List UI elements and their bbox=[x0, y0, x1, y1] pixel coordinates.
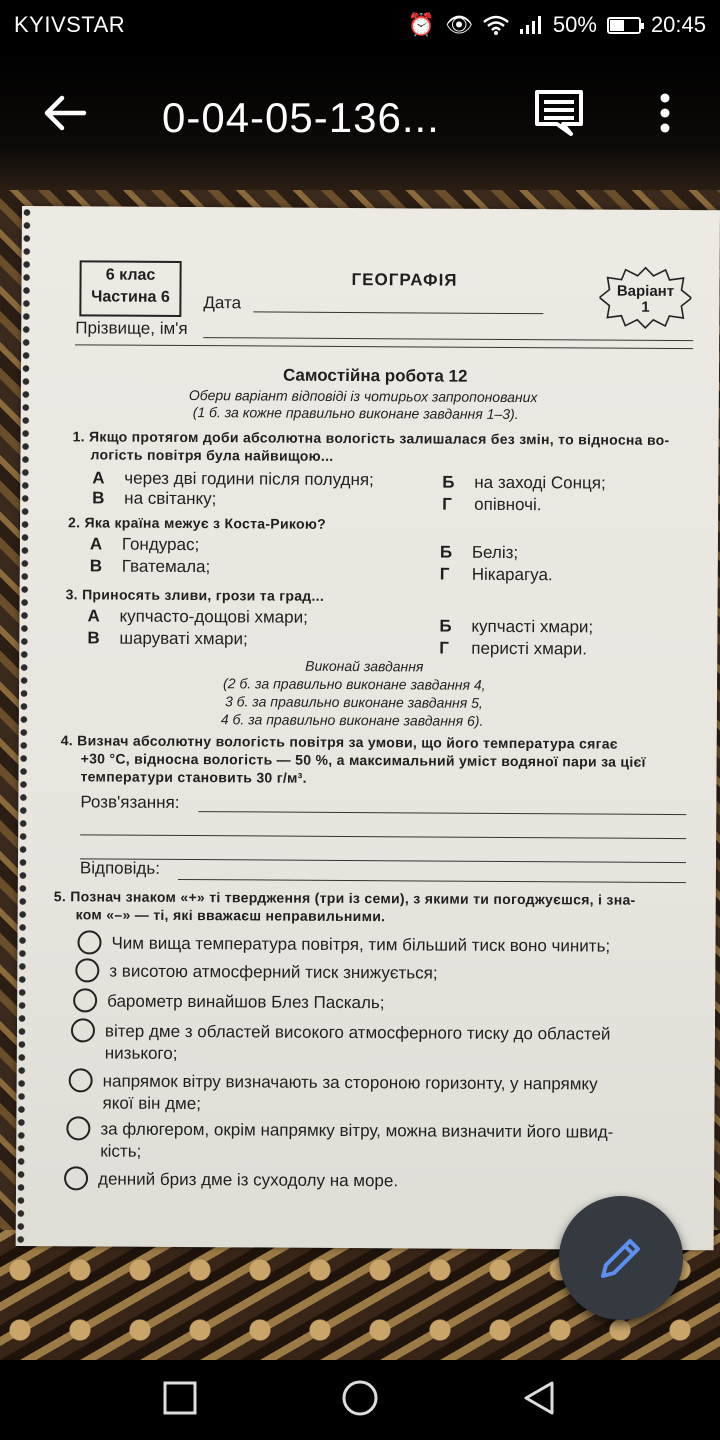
q1-option-v: В на світанку; bbox=[92, 488, 217, 509]
question-1-line-1: 1. Якщо протягом доби абсолютна вологість залишалася без змін, то відносна во- bbox=[72, 428, 670, 448]
solution-label: Розв'язання: bbox=[80, 792, 180, 812]
statement-7: денний бриз дме із суходолу на море. bbox=[97, 1169, 399, 1191]
file-title: 0-04-05-136... bbox=[162, 94, 440, 141]
statement-2: з висотою атмосферний тиск знижується; bbox=[109, 961, 438, 983]
name-label: Прізвище, ім'я bbox=[75, 318, 188, 339]
alarm-icon: ⏰ bbox=[407, 12, 435, 37]
work-title: Самостійна робота 12 bbox=[282, 365, 468, 386]
task-points-1: (2 б. за правильно виконане завдання 4, bbox=[223, 675, 486, 693]
spiral-binding bbox=[12, 206, 36, 1246]
q1-option-b: Б на заході Сонця; bbox=[442, 472, 606, 493]
app-bar bbox=[0, 50, 720, 190]
part-text: Частина 6 bbox=[91, 288, 170, 306]
separator-line bbox=[75, 344, 693, 349]
clock: 20:45 bbox=[650, 12, 706, 37]
q3-option-a: А купчасто-дощові хмари; bbox=[87, 606, 308, 627]
back-nav-icon[interactable] bbox=[520, 1380, 560, 1420]
task-header: Виконай завдання bbox=[305, 657, 424, 675]
subject-title: ГЕОГРАФІЯ bbox=[351, 270, 458, 290]
photo-viewer[interactable] bbox=[0, 190, 720, 1360]
q1-option-a: А через дві години після полудня; bbox=[92, 468, 374, 490]
pencil-icon bbox=[597, 1234, 645, 1282]
q3-option-b: Б купчасті хмари; bbox=[439, 616, 594, 637]
statement-6-line-2: кість; bbox=[100, 1141, 142, 1161]
q2-option-b: Б Беліз; bbox=[439, 542, 519, 563]
task-points-2: 3 б. за правильно виконане завдання 5, bbox=[224, 693, 483, 711]
grade-box bbox=[79, 260, 181, 317]
question-3: 3. Приносять зливи, грози та град... bbox=[65, 586, 325, 604]
statement-7-circle[interactable] bbox=[64, 1166, 88, 1190]
statement-5-line-2: якої він дме; bbox=[102, 1093, 202, 1114]
instruction-line-2: (1 б. за кожне правильно виконане завдання 1–3). bbox=[192, 404, 519, 423]
answer-line bbox=[178, 879, 686, 883]
edit-fab-button[interactable] bbox=[559, 1196, 683, 1320]
statement-5-line-1: напрямок вітру визначають за стороною горизонту, у напрямку bbox=[102, 1071, 598, 1094]
back-arrow-icon[interactable] bbox=[40, 88, 90, 138]
q2-option-a: А Гондурас; bbox=[89, 534, 200, 555]
solution-line-2 bbox=[80, 834, 686, 839]
instruction-line-1: Обери варіант відповіді із чотирьох запропонованих bbox=[188, 387, 538, 406]
question-4-line-3: температури становить 30 г/м³. bbox=[80, 768, 307, 786]
variant-text bbox=[605, 284, 685, 316]
statement-4-line-2: низького; bbox=[104, 1043, 178, 1063]
navigation-bar bbox=[0, 1360, 720, 1440]
status-icons bbox=[408, 12, 706, 38]
statement-3: барометр винайшов Блез Паскаль; bbox=[107, 991, 385, 1013]
q3-option-v: В шаруваті хмари; bbox=[87, 628, 248, 649]
eye-comfort-icon: 👁 bbox=[444, 12, 473, 37]
statement-1: Чим вища температура повітря, тим більший тиск воно чинить; bbox=[111, 933, 611, 956]
statement-6-circle[interactable] bbox=[66, 1116, 90, 1140]
statement-4-circle[interactable] bbox=[71, 1018, 95, 1042]
q3-option-g: Г перисті хмари. bbox=[439, 638, 588, 659]
home-icon[interactable] bbox=[340, 1380, 380, 1420]
answer-label: Відповідь: bbox=[79, 858, 161, 878]
wifi-icon bbox=[483, 15, 509, 35]
q2-option-v: В Гватемала; bbox=[89, 556, 211, 577]
question-2: 2. Яка країна межує з Коста-Рикою? bbox=[68, 514, 327, 532]
variant-label: Варіант bbox=[616, 282, 675, 300]
q2-option-g: Г Нікарагуа. bbox=[439, 564, 553, 585]
signal-icon bbox=[519, 15, 543, 35]
more-options-icon[interactable] bbox=[650, 90, 680, 140]
name-line bbox=[203, 337, 693, 341]
statement-6-line-1: за флюгером, окрім напрямку вітру, можна визначити його швид- bbox=[100, 1119, 614, 1142]
statement-2-circle[interactable] bbox=[75, 958, 99, 982]
worksheet-paper bbox=[16, 206, 720, 1250]
question-5-line-1: 5. Познач знаком «+» ті твердження (три із семи), з якими ти погоджуєшся, і зна- bbox=[53, 888, 636, 908]
variant-number: 1 bbox=[641, 298, 650, 316]
task-points-3: 4 б. за правильно виконане завдання 6). bbox=[220, 711, 484, 729]
statement-3-circle[interactable] bbox=[73, 988, 97, 1012]
question-4-line-2: +30 °С, відносна вологість — 50 %, а максимальний уміст водяної пари за цієї bbox=[80, 750, 646, 770]
solution-line-1 bbox=[198, 811, 686, 815]
statement-5-circle[interactable] bbox=[69, 1068, 93, 1092]
question-1-line-2: логість повітря була найвищою... bbox=[90, 446, 334, 464]
date-label: Дата bbox=[203, 293, 242, 313]
grade-text: 6 клас bbox=[105, 266, 156, 284]
solution-line-3 bbox=[80, 858, 686, 863]
statement-1-circle[interactable] bbox=[77, 930, 101, 954]
question-5-line-2: ком «–» — ті, які вважаєш неправильними. bbox=[75, 906, 386, 925]
statement-4-line-1: вітер дме з областей високого атмосферного тиску до областей bbox=[104, 1021, 611, 1044]
battery-percent: 50% bbox=[552, 12, 597, 37]
recent-apps-icon[interactable] bbox=[162, 1380, 198, 1416]
carrier-name: KYIVSTAR bbox=[14, 12, 126, 37]
q1-option-g: Г опівночі. bbox=[442, 494, 542, 515]
date-line bbox=[253, 311, 543, 314]
status-bar bbox=[0, 0, 720, 50]
battery-icon bbox=[607, 17, 641, 34]
comment-icon[interactable] bbox=[533, 88, 585, 138]
question-4-line-1: 4. Визнач абсолютну вологість повітря за умови, що його температура сягає bbox=[60, 732, 618, 752]
